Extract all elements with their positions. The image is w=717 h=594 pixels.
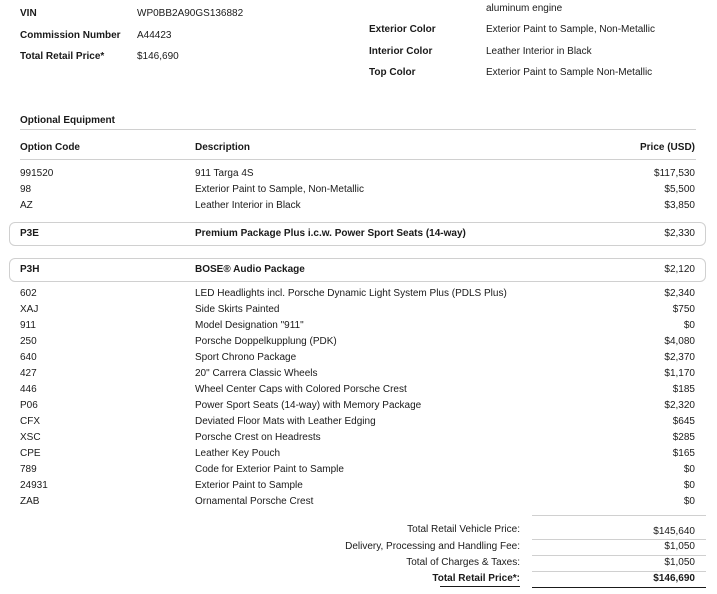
option-code: 991520 [20,168,54,179]
option-price: $2,340 [664,288,695,299]
delivery-fee-label: Delivery, Processing and Handling Fee: [345,541,520,552]
option-description: Wheel Center Caps with Colored Porsche Crest [195,384,407,395]
option-description: BOSE® Audio Package [195,264,305,275]
total-retail-price-label: Total Retail Price*: [432,573,520,584]
option-code: XSC [20,432,41,443]
table-row [0,166,717,182]
option-price: $117,530 [654,168,695,179]
header-option-code: Option Code [20,142,80,153]
option-price: $285 [672,432,695,443]
table-row-package [0,226,717,242]
top-color-label: Top Color [369,67,416,78]
total-underline [440,586,520,587]
table-row [0,366,717,382]
option-price: $0 [683,496,695,507]
total-vehicle-price-value: $145,640 [653,526,695,537]
option-price: $645 [672,416,695,427]
table-row [0,198,717,214]
header-description: Description [195,142,251,153]
commission-value: A44423 [137,30,172,41]
option-price: $750 [672,304,695,315]
table-row-package [0,262,717,278]
option-price: $165 [672,448,695,459]
option-description: Exterior Paint to Sample, Non-Metallic [195,184,364,195]
option-price: $0 [683,480,695,491]
total-retail-price-value: $146,690 [653,573,695,584]
table-row [0,350,717,366]
total-underline [532,587,706,588]
header-divider [20,159,696,160]
charges-taxes-label: Total of Charges & Taxes: [406,557,520,568]
option-description: Deviated Floor Mats with Leather Edging [195,416,376,427]
option-price: $0 [683,320,695,331]
option-description: 20" Carrera Classic Wheels [195,368,318,379]
option-price: $1,170 [664,368,695,379]
option-code: CFX [20,416,40,427]
option-price: $0 [683,464,695,475]
table-row [0,182,717,198]
table-row [0,494,717,510]
totals-divider [532,555,706,556]
option-code: P3H [20,264,40,275]
option-price: $2,330 [664,228,695,239]
option-code: 98 [20,184,32,195]
table-row [0,318,717,334]
option-code: 427 [20,368,37,379]
top-color-value: Exterior Paint to Sample Non-Metallic [486,67,653,78]
option-description: Side Skirts Painted [195,304,280,315]
option-code: P06 [20,400,38,411]
total-price-value: $146,690 [137,51,179,62]
option-code: 250 [20,336,37,347]
option-price: $2,120 [664,264,695,275]
option-description: Power Sport Seats (14-way) with Memory Package [195,400,422,411]
option-description: Exterior Paint to Sample [195,480,303,491]
delivery-fee-value: $1,050 [664,541,695,552]
option-price: $3,850 [664,200,695,211]
option-description: Model Designation "911" [195,320,304,331]
interior-color-value: Leather Interior in Black [486,46,592,57]
option-code: 789 [20,464,37,475]
table-row [0,414,717,430]
total-price-label: Total Retail Price* [20,51,105,62]
table-row [0,446,717,462]
option-code: 911 [20,320,36,331]
option-price: $2,320 [664,400,695,411]
option-code: P3E [20,228,39,239]
option-description: Porsche Crest on Headrests [195,432,321,443]
table-row [0,478,717,494]
total-vehicle-price-label: Total Retail Vehicle Price: [407,524,520,535]
option-description: 911 Targa 4S [195,168,254,179]
option-description: LED Headlights incl. Porsche Dynamic Light System Plus (PDLS Plus) [195,288,507,299]
totals-divider [532,539,706,540]
vin-label: VIN [20,8,37,19]
option-description: Leather Key Pouch [195,448,281,459]
charges-taxes-value: $1,050 [664,557,695,568]
table-row [0,462,717,478]
header-price: Price (USD) [639,142,695,153]
exterior-color-label: Exterior Color [369,24,436,35]
engine-note: aluminum engine [486,3,563,14]
option-code: CPE [20,448,41,459]
option-description: Code for Exterior Paint to Sample [195,464,344,475]
commission-label: Commission Number [20,30,121,41]
option-code: 602 [20,288,37,299]
exterior-color-value: Exterior Paint to Sample, Non-Metallic [486,24,655,35]
option-description: Ornamental Porsche Crest [195,496,314,507]
table-row [0,286,717,302]
table-row [0,334,717,350]
option-code: 446 [20,384,37,395]
table-row [0,382,717,398]
vin-value: WP0BB2A90GS136882 [137,8,244,19]
option-description: Premium Package Plus i.c.w. Power Sport Seats (14-way) [195,228,466,239]
option-code: ZAB [20,496,40,507]
option-description: Porsche Doppelkupplung (PDK) [195,336,337,347]
table-row [0,302,717,318]
totals-divider [532,515,706,516]
totals-divider [532,571,706,572]
option-description: Sport Chrono Package [195,352,297,363]
option-price: $4,080 [664,336,695,347]
option-price: $5,500 [664,184,695,195]
option-price: $185 [672,384,695,395]
option-description: Leather Interior in Black [195,200,301,211]
section-divider [20,129,696,130]
section-title: Optional Equipment [20,115,115,126]
interior-color-label: Interior Color [369,46,433,57]
option-code: XAJ [20,304,39,315]
option-code: 24931 [20,480,48,491]
option-code: AZ [20,200,33,211]
table-row [0,398,717,414]
option-price: $2,370 [664,352,695,363]
option-code: 640 [20,352,37,363]
table-row [0,430,717,446]
